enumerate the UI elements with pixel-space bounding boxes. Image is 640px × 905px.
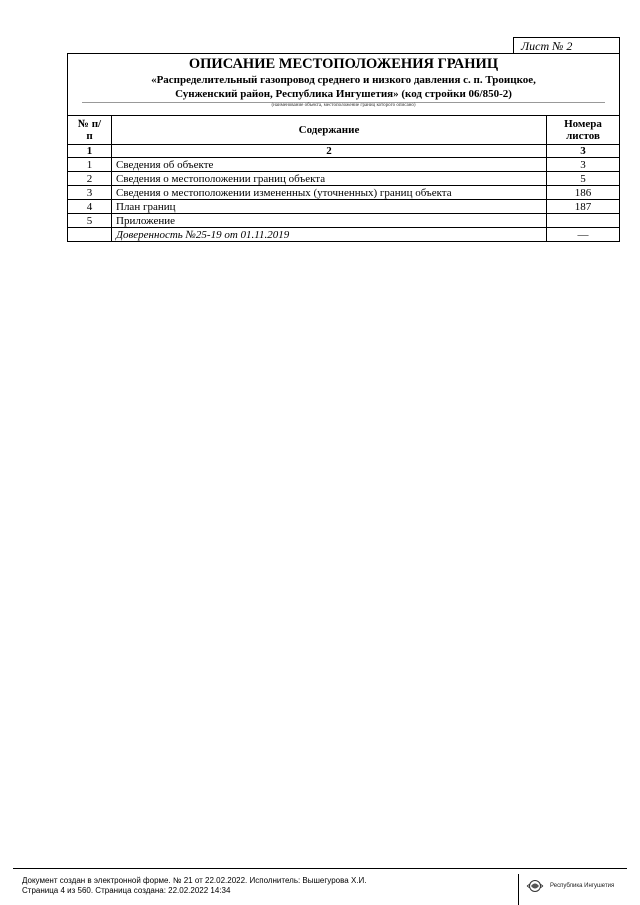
row-content: Доверенность №25-19 от 01.11.2019 (112, 228, 547, 242)
footer-line2: Страница 4 из 560. Страница создана: 22.02.2022 14:34 (22, 886, 231, 895)
row-content: Сведения о местоположении измененных (уточненных) границ объекта (112, 186, 547, 200)
row-content: Приложение (112, 214, 547, 228)
row-content: Сведения об объекте (112, 158, 547, 172)
row-pages: 186 (547, 186, 620, 200)
table-row (68, 214, 620, 228)
footer-rule (13, 868, 627, 869)
row-num (68, 228, 112, 242)
column-header-pages-label: Номера листов (564, 118, 602, 142)
row-num: 2 (68, 172, 112, 186)
column-header-num-label: № п/п (77, 118, 102, 142)
document-header (67, 53, 620, 116)
object-name-line2: Сунженский район, Республика Ингушетия» (код стройки 06/850-2) (175, 88, 512, 100)
column-header-pages (547, 116, 620, 145)
column-index: 3 (547, 145, 620, 158)
row-num: 5 (68, 214, 112, 228)
ingushetia-emblem-icon (526, 879, 544, 893)
footer-org: Республика Ингушетия (550, 883, 615, 889)
table-row (68, 172, 620, 186)
column-header-content: Содержание (112, 116, 547, 145)
document-title: ОПИСАНИЕ МЕСТОПОЛОЖЕНИЯ ГРАНИЦ (188, 56, 499, 72)
contents-table (67, 115, 620, 242)
row-num: 4 (68, 200, 112, 214)
row-pages: — (547, 228, 620, 242)
row-num: 1 (68, 158, 112, 172)
table-row (68, 158, 620, 172)
column-index: 2 (112, 145, 547, 158)
row-pages: 5 (547, 172, 620, 186)
footer-divider (518, 874, 519, 905)
footer-line1: Документ создан в электронной форме. № 21 от 22.02.2022. Исполнитель: Вышегурова Х.И. (22, 876, 367, 885)
row-content: Сведения о местоположении границ объекта (112, 172, 547, 186)
row-pages: 3 (547, 158, 620, 172)
table-row (68, 200, 620, 214)
table-row (68, 186, 620, 200)
table-header-row (68, 116, 620, 145)
column-index: 1 (68, 145, 112, 158)
sheet-number: Лист № 2 (513, 37, 620, 54)
column-index-row (68, 145, 620, 158)
row-content: План границ (112, 200, 547, 214)
row-pages: 187 (547, 200, 620, 214)
object-caption: (наименование объекта, местоположение границ которого описано) (271, 103, 416, 108)
table-row (68, 228, 620, 242)
object-name-line1: «Распределительный газопровод среднего и низкого давления с. п. Троицкое, (151, 74, 536, 86)
row-pages (547, 214, 620, 228)
row-num: 3 (68, 186, 112, 200)
column-header-num (68, 116, 112, 145)
footer-info (22, 876, 366, 896)
